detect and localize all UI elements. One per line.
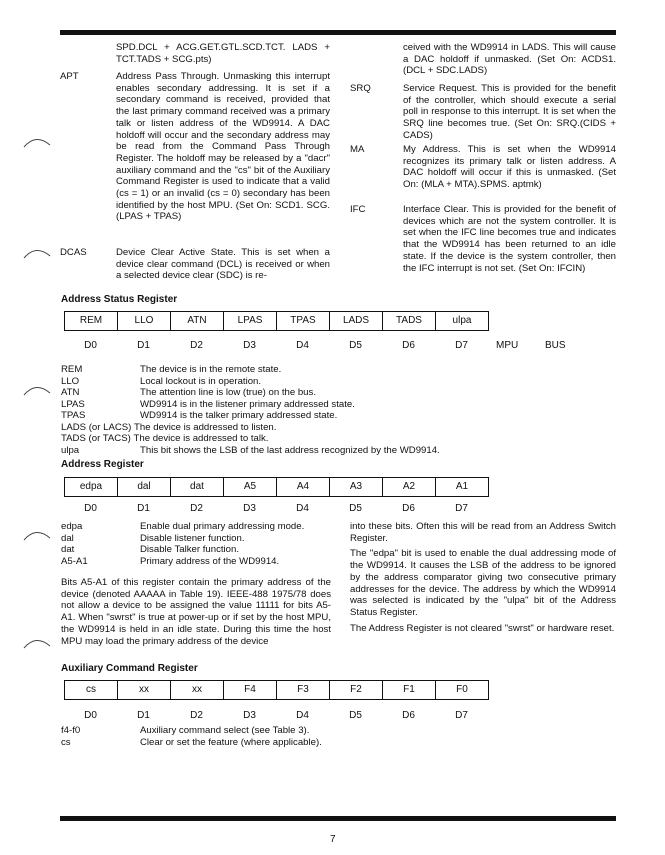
left-definitions xyxy=(60,42,330,287)
legend-value: Primary address of the WD9914. xyxy=(140,555,280,567)
legend-key: ATN xyxy=(61,387,80,398)
register-bit: F4 xyxy=(224,681,277,699)
address-register-right-paragraphs xyxy=(350,521,616,638)
margin-mark xyxy=(22,528,52,542)
def-text: ceived with the WD9914 in LADS. This will cause a DAC holdoff if unmasked. (Set On: ACDS1.(DCL + SDC.LADS) xyxy=(403,42,616,77)
legend-key: TPAS xyxy=(61,410,86,421)
paragraph: into these bits. Often this will be read from an Address Switch Register. xyxy=(350,521,616,544)
def-text: Service Request. This is provided for the benefit of the controller, which should execute a serial poll in response to this interrupt. It is set when the SRQ line becomes true. (Set On: SRQ.(CIDS + CADS) xyxy=(403,83,616,141)
bit-label: D3 xyxy=(243,710,256,721)
paragraph: The Address Register is not cleared "swrst" or hardware reset. xyxy=(350,622,615,634)
legend-key: dat xyxy=(61,544,75,555)
margin-mark xyxy=(22,135,52,149)
register-bit: xx xyxy=(118,681,171,699)
aux-command-register xyxy=(64,680,489,700)
bit-label: D3 xyxy=(243,340,256,351)
address-register xyxy=(64,477,489,497)
def-term: APT xyxy=(60,71,79,82)
register-bit: F1 xyxy=(383,681,436,699)
def-text: My Address. This is set when the WD9914 recognizes its primary talk or listen address. A DAC holdoff will occur if this is unmasked. (Set On: (MLA + MTA).SPMS. aptmk) xyxy=(403,144,616,191)
bit-label: D7 xyxy=(455,340,468,351)
legend-value: Local lockout is in operation. xyxy=(140,375,262,387)
bottom-rule xyxy=(60,816,616,821)
address-status-bits xyxy=(64,340,488,352)
bit-label: D0 xyxy=(84,710,97,721)
register-bit: F0 xyxy=(436,681,489,699)
address-register-legend xyxy=(61,521,304,567)
register-bit: TADS xyxy=(383,312,436,330)
register-bit: cs xyxy=(65,681,118,699)
register-bit: A4 xyxy=(277,478,330,496)
bit-label: D2 xyxy=(190,503,203,514)
register-bit: dal xyxy=(118,478,171,496)
address-register-bits xyxy=(64,503,488,515)
paragraph: Bits A5-A1 of this register contain the primary address of the device (denoted AAAAA in Table 19). IEEE-488 1975/78 does not allow a device to be assigned the value 11111 for bits A5-A1. When "swrst" is true at power-up or if set by the host MPU, the WD9914 is held in an idle state. During this time the host MPU may load the primary address of the device xyxy=(61,577,331,647)
register-bit: dat xyxy=(171,478,224,496)
register-bit: REM xyxy=(65,312,118,330)
register-bit: F3 xyxy=(277,681,330,699)
register-bit: LPAS xyxy=(224,312,277,330)
legend-value: Enable dual primary addressing mode. xyxy=(140,521,305,532)
top-rule xyxy=(60,30,616,35)
register-bit: ulpa xyxy=(436,312,489,330)
bit-label: D4 xyxy=(296,503,309,514)
mpu-label: MPU xyxy=(496,340,519,351)
legend-key: LPAS xyxy=(61,398,85,410)
aux-command-legend xyxy=(61,725,322,748)
def-text: Address Pass Through. Unmasking this interrupt enables secondary addressing. It is set if a secondary command is received, provided that the last primary command received was a primary talk or listen address of the WD9914. A DAC holdoff will occur and the secondary address may be read from the Command Pass Through Register. The holdoff may be released by a "dacr" auxiliary command and the "cs" bit of the Auxiliary Command Register is used to indicate that a valid (cs = 1) or an invalid (cs = 0) secondary has been identified by the host MPU. (Set On: SCD1. SCG.(LPAS + TPAS) xyxy=(116,71,330,223)
register-bit: xx xyxy=(171,681,224,699)
margin-mark xyxy=(22,246,52,260)
register-bit: A2 xyxy=(383,478,436,496)
legend-key: REM xyxy=(61,364,83,375)
def-term: SRQ xyxy=(350,83,371,94)
bit-label: D1 xyxy=(137,503,150,514)
margin-mark xyxy=(22,383,52,397)
def-term: IFC xyxy=(350,204,366,215)
def-term: DCAS xyxy=(60,247,87,258)
register-bit: edpa xyxy=(65,478,118,496)
legend-key: A5-A1 xyxy=(61,555,88,567)
register-bit: A3 xyxy=(330,478,383,496)
legend-key: cs xyxy=(61,736,71,748)
legend-value: This bit shows the LSB of the last address recognized by the WD9914. xyxy=(140,444,440,456)
legend-value: Auxiliary command select (see Table 3). xyxy=(140,725,310,736)
legend-value: WD9914 is the talker primary addressed state. xyxy=(140,410,338,421)
legend-key: ulpa xyxy=(61,444,80,456)
bit-label: D0 xyxy=(84,340,97,351)
legend-value: The device is addressed to talk. xyxy=(133,433,269,444)
def-text: Device Clear Active State. This is set when a device clear command (DCL) is received or when a selected device clear (SDC) is re- xyxy=(116,247,330,282)
address-status-title: Address Status Register xyxy=(61,294,178,305)
address-register-title: Address Register xyxy=(61,459,144,470)
paragraph: The "edpa" bit is used to enable the dual addressing mode of the WD9914. It causes the LSB of the address to be ignored by the address comparator giving two consecutive primary addresses for the device. The address by which the WD9914 was selected is indicated by the "ulpa" bit of the Address Status Register. xyxy=(350,548,616,618)
bit-label: D4 xyxy=(296,340,309,351)
bit-label: D7 xyxy=(455,710,468,721)
legend-value: Disable listener function. xyxy=(140,532,245,544)
aux-command-bits xyxy=(64,710,488,722)
register-bit: ATN xyxy=(171,312,224,330)
bit-label: D2 xyxy=(190,710,203,721)
bit-label: D6 xyxy=(402,503,415,514)
bit-label: D2 xyxy=(190,340,203,351)
register-bit: LLO xyxy=(118,312,171,330)
bit-label: D1 xyxy=(137,710,150,721)
address-register-left-paragraph xyxy=(61,577,331,651)
right-definitions xyxy=(350,42,616,287)
legend-value: The device is addressed to listen. xyxy=(134,421,277,433)
address-status-register xyxy=(64,311,489,331)
register-bit: A5 xyxy=(224,478,277,496)
legend-key: LADS (or LACS) xyxy=(61,421,132,433)
bit-label: D0 xyxy=(84,503,97,514)
bit-label: D7 xyxy=(455,503,468,514)
legend-value: The device is in the remote state. xyxy=(140,364,282,375)
legend-key: LLO xyxy=(61,375,80,387)
legend-key: f4-f0 xyxy=(61,725,81,736)
legend-value: Disable Talker function. xyxy=(140,544,240,555)
legend-value: WD9914 is in the listener primary addressed state. xyxy=(140,398,355,410)
margin-mark xyxy=(22,636,52,650)
legend-key: TADS (or TACS) xyxy=(61,433,131,444)
def-text: SPD.DCL + ACG.GET.GTL.SCD.TCT. LADS + TCT.TADS + SCG.pts) xyxy=(116,42,330,65)
bit-label: D5 xyxy=(349,710,362,721)
register-bit: F2 xyxy=(330,681,383,699)
def-term: MA xyxy=(350,144,365,155)
bit-label: D6 xyxy=(402,340,415,351)
bit-label: D5 xyxy=(349,340,362,351)
register-bit: A1 xyxy=(436,478,489,496)
register-bit: TPAS xyxy=(277,312,330,330)
bit-label: D5 xyxy=(349,503,362,514)
bit-label: D6 xyxy=(402,710,415,721)
page-number: 7 xyxy=(330,834,336,845)
bus-label: BUS xyxy=(545,340,566,351)
legend-key: edpa xyxy=(61,521,83,532)
legend-key: dal xyxy=(61,532,74,544)
bit-label: D3 xyxy=(243,503,256,514)
def-text: Interface Clear. This is provided for the benefit of devices which are not the system controller. It is set when the IFC line becomes true and indicates that the WD9914 has been returned to an idle state. If the device is the system controller, then the IFC interrupt is not set. (Set On: IFCIN) xyxy=(403,204,616,274)
register-bit: LADS xyxy=(330,312,383,330)
aux-command-title: Auxiliary Command Register xyxy=(61,663,198,674)
legend-value: The attention line is low (true) on the bus. xyxy=(140,387,316,398)
bit-label: D4 xyxy=(296,710,309,721)
address-status-legend xyxy=(61,364,440,456)
bit-label: D1 xyxy=(137,340,150,351)
legend-value: Clear or set the feature (where applicable). xyxy=(140,736,322,748)
